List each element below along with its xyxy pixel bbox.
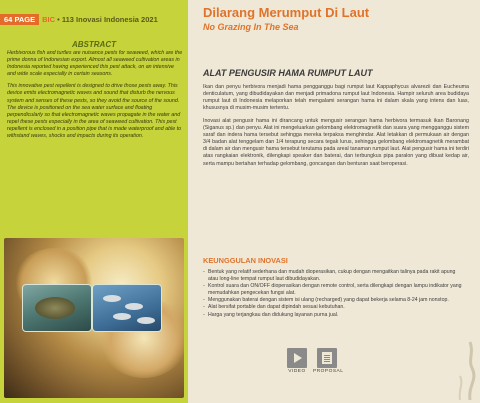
fish-photo	[92, 284, 162, 332]
advantages-list	[203, 269, 465, 319]
page-label: PAGE	[14, 14, 36, 24]
abstract-body	[7, 50, 183, 145]
video-label: VIDEO	[288, 369, 306, 374]
article-title: Dilarang Merumput Di Laut	[203, 5, 370, 20]
list-item: - Harga yang terjangkau dan didukung layanan purna jual.	[203, 312, 465, 319]
section-title: ALAT PENGUSIR HAMA RUMPUT LAUT	[203, 68, 373, 78]
video-icon[interactable]	[287, 348, 307, 368]
article-body	[203, 84, 469, 173]
document-icon[interactable]	[317, 348, 337, 368]
fish-shape	[125, 303, 143, 310]
body-paragraph: Ikan dan penyu herbivora menjadi hama pengganggu bagi rumput laut Kappaphycus alvarezii dan Eucheuma denticulatum, yang dibudidayakan dan menjadi primadona rumput laut Indonesia. Hampir seluruh area budidaya rumput laut di Indonesia melaporkan telah mengalami serangan hama ini dalam skala yang intens dan luas, khususnya di musim-musim tertentu.	[203, 84, 469, 112]
list-item: - Alat bersifat portable dan dapat dipindah sesuai kebutuhan.	[203, 304, 465, 311]
fish-shape	[103, 295, 121, 302]
header-code: BIC	[42, 14, 56, 24]
page-header	[0, 12, 158, 26]
advantages-title: KEUNGGULAN INOVASI	[203, 256, 288, 265]
turtle-shape	[35, 297, 75, 319]
video-link[interactable]	[283, 348, 311, 374]
proposal-label: PROPOSAL	[313, 369, 344, 374]
abstract-paragraph: This innovative pest repellent is designed to drive those pests away. This device emits electromagnetic waves and sound that disturb the nervous system and senses of these pests, so they avoid the source of the sound. The device is positioned on the sea water surface and floating perpendicularly so that electromagnetic waves propagate in the water and repel these pests especially in the area of seaweed cultivation. This pest repellent is enclosed in a position pipe that is made waterproof and able to withstand waves, shocks and impacts during its operation.	[7, 83, 182, 140]
abstract-title: ABSTRACT	[72, 40, 116, 49]
list-item: - Bentuk yang relatif sederhana dan mudah dioperasikan, cukup dengan mengaitkan talinya pada rakit apung atau long-line tempat rumput laut dibudidayakan.	[203, 269, 465, 283]
decorative-seaweed-icon	[430, 340, 480, 400]
fish-shape	[113, 313, 131, 320]
body-paragraph: Inovasi alat pengusir hama ini dirancang untuk mengusir serangan hama herbivora termasuk ikan Baronang (Siganus sp.) dan penyu. Alat ini mengeluarkan gelombang elektromagnetik dan suara yang mengganggu sistem saraf dan indera hama tersebut sehingga mereka terpaksa menghindar. Alat letakkan di permukaan air dengan 3/4 badan alat tenggelam dan 1/4 terapung secara tegak lurus, sehingga gelombang elektromagnetik merambat di dalam air dan mengusir hama tersebut terutama pada areal tanaman rumput laut. Alat pengusir hama ini terdiri atas rangkaian elektronik, dilengkapi speaker dan baterai, dan terbungkus pipa paralon yang dibuat kedap air, serta mampu bertahan terhadap gelombang, goncangan dan benturan saat beroperasi.	[203, 117, 469, 167]
list-item: - Menggunakan baterai dengan sistem isi ulang (recharged) yang dapat bekerja selama 8-24 jam nonstop.	[203, 297, 465, 304]
page-number: 64	[4, 14, 13, 24]
header-publication: 113 Inovasi Indonesia 2021	[61, 14, 158, 24]
abstract-paragraph: Herbivorous fish and turtles are nuisance pests for seaweed, which are the prime donna of Indonesian export. Almost all seaweed cultivation areas in Indonesia reported having experienced this pest attack, on an intensive and wide scale especially in certain seasons.	[7, 50, 183, 78]
proposal-link[interactable]	[313, 348, 344, 374]
header-separator: •	[55, 14, 62, 24]
list-item: - Kontrol suara dan ON/OFF dioperasikan dengan remote control, serta dilengkapi dengan lampu indikator yang memudahkan pengecekan fungsi alat.	[203, 283, 465, 297]
article-subtitle: No Grazing In The Sea	[203, 22, 299, 32]
turtle-photo	[22, 284, 92, 332]
fish-shape	[137, 317, 155, 324]
